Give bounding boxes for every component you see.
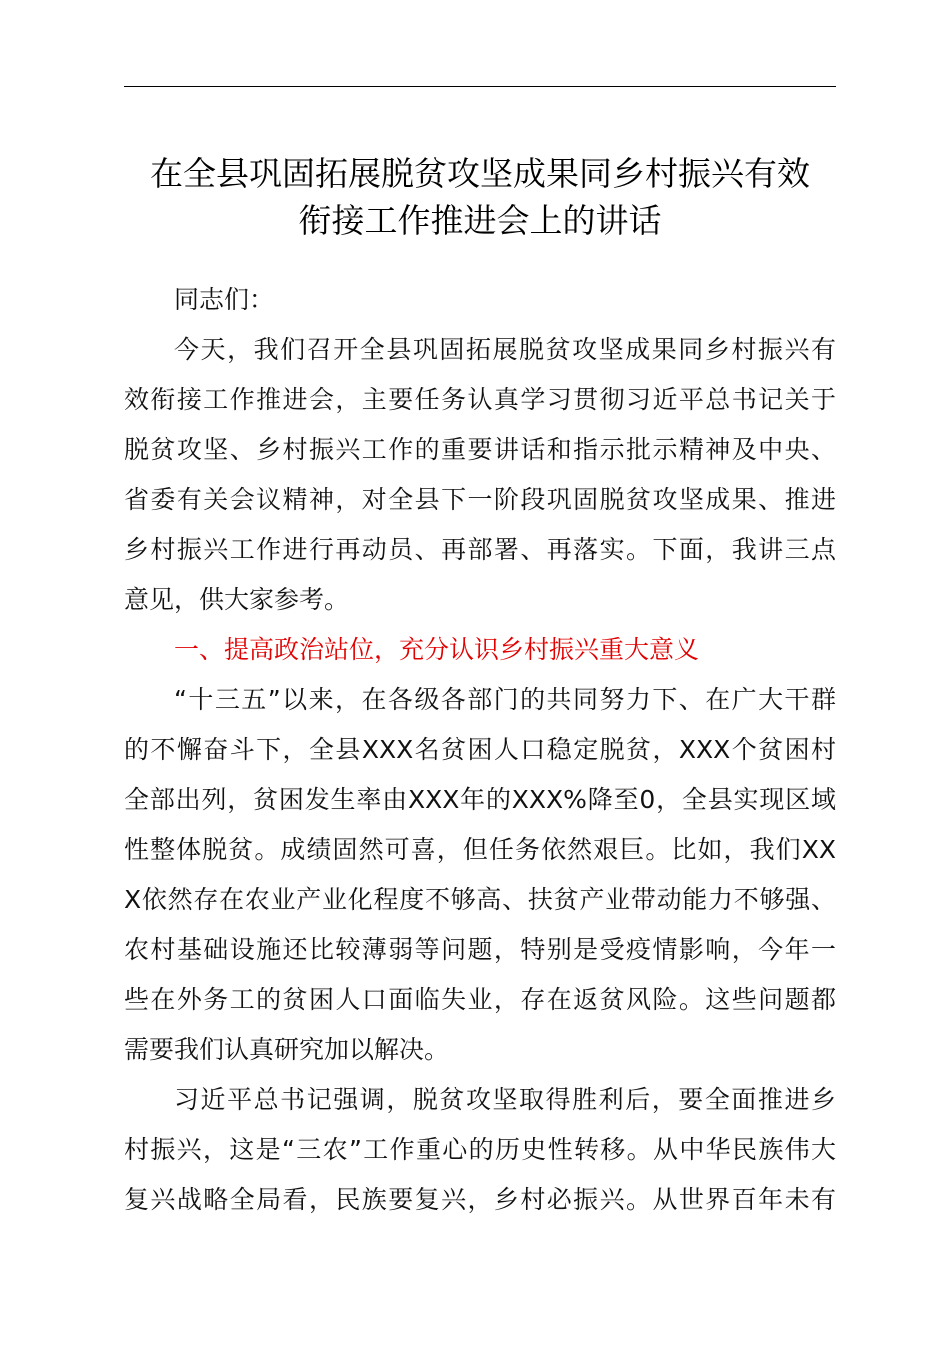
paragraph-line: 全部出列，贫困发生率由XXX年的XXX%降至0，全县实现区域 (124, 785, 836, 814)
title-line: 衔接工作推进会上的讲话 (298, 201, 662, 240)
paragraph-line: 习近平总书记强调，脱贫攻坚取得胜利后，要全面推进乡 (174, 1085, 836, 1114)
paragraph-line: 省委有关会议精神，对全县下一阶段巩固脱贫攻坚成果、推进 (124, 485, 836, 514)
paragraph-3 (124, 1075, 836, 1225)
title-line: 在全县巩固拓展脱贫攻坚成果同乡村振兴有效 (150, 154, 810, 193)
paragraph-line: X依然存在农业产业化程度不够高、扶贫产业带动能力不够强、 (124, 885, 836, 914)
paragraph-line: 意见，供大家参考。 (124, 585, 350, 614)
paragraph-line: 需要我们认真研究加以解决。 (124, 1035, 450, 1064)
document-body (124, 275, 836, 1225)
paragraph-1 (124, 325, 836, 625)
header-rule (124, 86, 836, 87)
section-heading-1: 一、提高政治站位，充分认识乡村振兴重大意义 (174, 635, 700, 664)
paragraph-line: 今天，我们召开全县巩固拓展脱贫攻坚成果同乡村振兴有 (174, 335, 836, 364)
paragraph-line: 农村基础设施还比较薄弱等问题，特别是受疫情影响，今年一 (124, 935, 836, 964)
paragraph-line: 复兴战略全局看，民族要复兴，乡村必振兴。从世界百年未有 (124, 1185, 836, 1214)
paragraph-line: 乡村振兴工作进行再动员、再部署、再落实。下面，我讲三点 (124, 535, 836, 564)
paragraph-line: “十三五”以来，在各级各部门的共同努力下、在广大干群 (174, 685, 836, 714)
paragraph-line: 些在外务工的贫困人口面临失业，存在返贫风险。这些问题都 (124, 985, 836, 1014)
paragraph-line: 脱贫攻坚、乡村振兴工作的重要讲话和指示批示精神及中央、 (124, 435, 836, 464)
document-title (124, 150, 836, 244)
paragraph-line: 的不懈奋斗下，全县XXX名贫困人口稳定脱贫，XXX个贫困村 (124, 735, 836, 764)
paragraph-2 (124, 675, 836, 1075)
salutation: 同志们： (174, 285, 275, 314)
paragraph-line: 效衔接工作推进会，主要任务认真学习贯彻习近平总书记关于 (124, 385, 836, 414)
paragraph-line: 性整体脱贫。成绩固然可喜，但任务依然艰巨。比如，我们XX (124, 835, 836, 864)
paragraph-line: 村振兴，这是“三农”工作重心的历史性转移。从中华民族伟大 (124, 1135, 836, 1164)
